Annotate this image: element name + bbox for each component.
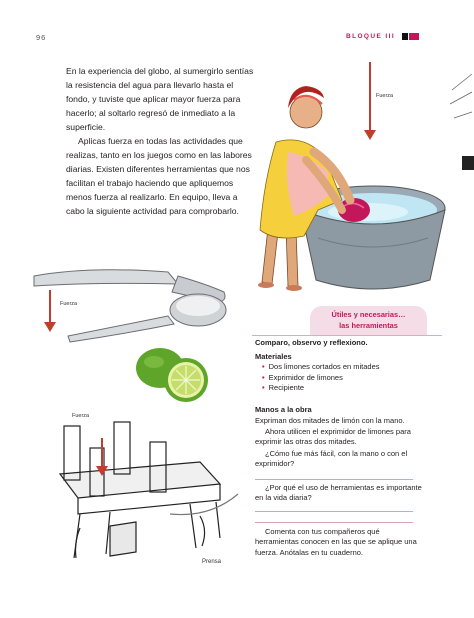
materials-item: • Dos limones cortados en mitades [262, 362, 422, 373]
intro-text [66, 64, 256, 218]
answer-line [255, 479, 413, 480]
edge-drawing-fragment [448, 70, 474, 180]
intro-paragraph-1: En la experiencia del globo, al sumergirlo sentías la resistencia del agua para llevarlo hasta el fondo, y tuviste que aplicar mayor fuerza para hacerlo; al soltarlo regresó de inmediato a la superficie. [66, 66, 254, 132]
materials-list [262, 362, 422, 394]
press-label: Prensa [202, 559, 222, 565]
closing-instruction: Comenta con tus compañeros qué herramientas conocen en las que se aplique una fuerza. Anótalas en tu cuaderno. [255, 527, 417, 557]
materials-item: • Recipiente [262, 383, 422, 394]
press-force-label: Fuerza [72, 413, 90, 419]
materials-heading: Materiales [255, 352, 292, 361]
girl-washtub-illustration [258, 60, 448, 300]
step-2: Ahora utilicen el exprimidor de limones para exprimir las otras dos mitades. [255, 427, 411, 447]
question-2: ¿Por qué el uso de herramientas es importante en la vida diaria? [255, 483, 422, 503]
lemons-illustration [132, 342, 214, 404]
step-1: Expriman dos mitades de limón con la mano. [255, 416, 405, 425]
press-illustration [50, 418, 240, 568]
hands-on-heading: Manos a la obra [255, 405, 312, 414]
squeezer-force-label: Fuerza [60, 301, 78, 307]
block-label: BLOQUE III [346, 33, 396, 40]
answer-line [255, 511, 413, 512]
girl-force-label: Fuerza [376, 93, 394, 99]
activity-divider [252, 335, 442, 336]
intro-paragraph-2: Aplicas fuerza en todas las actividades que realizas, tanto en los juegos como en las labores diarias. Existen diferentes herramientas que nos facilitan el trabajo haciendo que apliquemos menos fuerza al realizarlo. En equipo, lleva a cabo la siguiente actividad para comprobarlo. [66, 136, 252, 216]
header-bar-black [402, 33, 408, 40]
materials-item: • Exprimidor de limones [262, 373, 422, 384]
header-bar-pink [409, 33, 419, 40]
activity-title [310, 306, 427, 335]
question-1: ¿Cómo fue más fácil, con la mano o con el exprimidor? [255, 449, 408, 469]
activity-subtitle: Comparo, observo y reflexiono. [255, 338, 368, 347]
page-number: 96 [36, 33, 47, 42]
activity-title-line-1: Útiles y necesarias… [331, 310, 406, 319]
answer-line [255, 522, 413, 523]
activity-title-line-2: las herramientas [339, 321, 398, 330]
